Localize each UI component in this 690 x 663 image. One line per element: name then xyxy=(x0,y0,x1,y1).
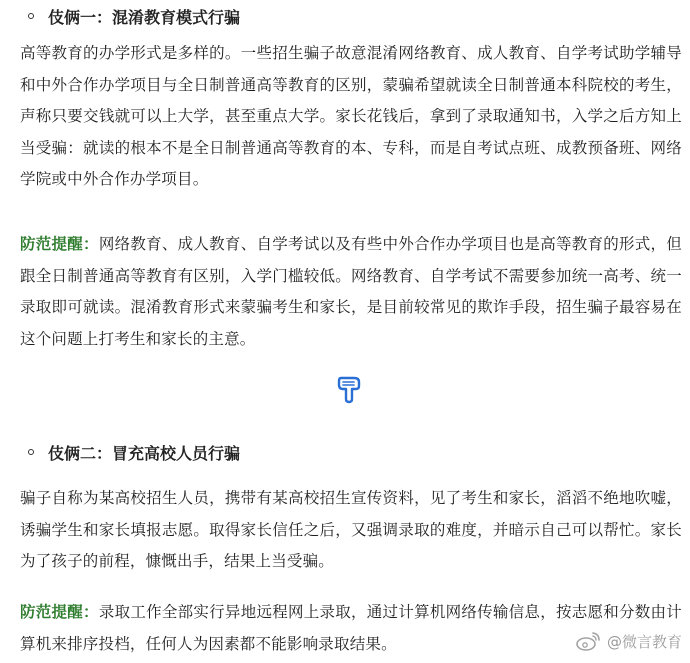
watermark-text: @微言教育 xyxy=(606,632,682,651)
bullet-circle-icon xyxy=(28,449,34,455)
section-2-heading xyxy=(28,437,240,467)
section-1-paragraph: 高等教育的办学形式是多样的。一些招生骗子故意混淆网络教育、成人教育、自学考试助学辅导和中外合作办学项目与全日制普通高等教育的区别，蒙骗希望就读全日制普通本科院校的考生，声称只要交钱就可以上大学，甚至重点大学。家长花钱后，拿到了录取通知书，入学之后方知上当受骗：就读的根本不是全日制普通高等教育的本、专科，而是自考试点班、成教预备班、网络学院或中外合作办学项目。 xyxy=(20,44,682,188)
section-2-paragraph: 骗子自称为某高校招生人员，携带有某高校招生宣传资料，见了考生和家长，滔滔不绝地吹嘘，诱骗学生和家长填报志愿。取得家长信任之后，又强调录取的难度，并暗示自己可以帮忙。家长为了孩子的前程，慷慨出手，结果上当受骗。 xyxy=(20,489,682,570)
weibo-watermark xyxy=(575,625,682,657)
section-2-tip-body: 录取工作全部实行异地远程网上录取，通过计算机网络传输信息，按志愿和分数由计算机来排序投档，任何人为因素都不能影响录取结果。 xyxy=(20,603,682,653)
weibo-logo-icon xyxy=(575,630,601,652)
section-1-tip xyxy=(20,229,682,355)
section-1-tip-body: 网络教育、成人教育、自学考试以及有些中外合作办学项目也是高等教育的形式，但跟全日制普通高等教育有区别，入学门槛较低。网络教育、自学考试不需要参加统一高考、统一录取即可就读。混淆教育形式来蒙骗考生和家长，是目前较常见的欺诈手段，招生骗子最容易在这个问题上打考生和家长的主意。 xyxy=(20,235,682,348)
bullet-circle-icon xyxy=(28,13,34,19)
section-1-tip-label: 防范提醒： xyxy=(20,235,99,253)
section-2-tip-label: 防范提醒： xyxy=(20,603,99,621)
section-1-heading-text: 伎俩一：混淆教育模式行骗 xyxy=(48,7,241,27)
pointing-down-hand-icon xyxy=(335,374,363,404)
section-1-heading xyxy=(28,1,240,31)
section-2-heading-text: 伎俩二：冒充高校人员行骗 xyxy=(48,443,241,463)
